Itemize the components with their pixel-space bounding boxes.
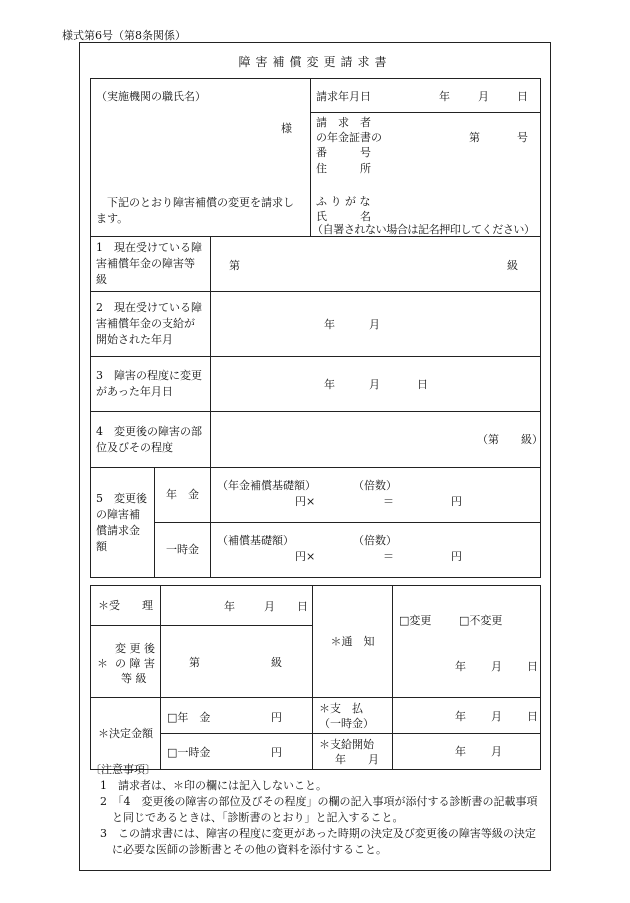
lump-sum-base-label: （補償基礎額） [217, 533, 294, 547]
current-grade-label: 1 現在受けている障害補償年金の障害等級 [91, 237, 211, 292]
current-grade-kyu: 級 [507, 258, 518, 272]
agency-cell[interactable] [91, 79, 311, 237]
change-date-label: 3 障害の程度に変更があった年月日 [91, 357, 211, 412]
notice-year: 年 [455, 659, 466, 673]
claimant-cell[interactable] [311, 113, 541, 237]
note-2: 2 「4 変更後の障害の部位及びその程度」の欄の記入事項が添付する診断書の記載事項と同じであるときは、「診断書のとおり」と記入すること。 [100, 795, 538, 824]
current-grade-dai: 第 [229, 258, 240, 272]
sign-note: （自署されない場合は記名押印してください） [312, 223, 535, 236]
notice-label: ＊通 知 [313, 586, 393, 698]
request-text: 下記のとおり障害補償の変更を請求します。 [96, 196, 294, 225]
start-month-label: 2 現在受けている障害補償年金の支給が開始された年月 [91, 292, 211, 357]
new-condition-grade-paren: （第 級） [477, 432, 543, 446]
decided-lump-sum-yen: 円 [271, 745, 282, 759]
new-condition-cell[interactable] [211, 412, 541, 468]
decided-amount-label: ＊決定金額 [91, 698, 161, 770]
request-date-month: 月 [478, 89, 490, 103]
payment-start-label-2: 年 月 [335, 752, 379, 766]
request-table [90, 78, 541, 578]
sama-label: 様 [281, 122, 292, 135]
new-condition-label: 4 変更後の障害の部位及びその程度 [91, 412, 211, 468]
pension-yen-times: 円× [295, 494, 316, 508]
lump-sum-yen: 円 [451, 549, 462, 563]
payment-year: 年 [455, 709, 466, 723]
payment-start-year: 年 [455, 744, 466, 758]
lump-sum-equals: ＝ [383, 549, 394, 563]
form-title: 障害補償変更請求書 [238, 55, 392, 69]
current-grade-cell[interactable] [211, 237, 541, 292]
agency-label: （実施機関の職氏名） [96, 90, 206, 103]
new-grade-label-1: 変 更 後 [115, 641, 155, 655]
note-1: 1 請求者は、＊印の欄には記入しないこと。 [100, 779, 327, 792]
change-date-cell[interactable] [211, 357, 541, 412]
new-grade-label-3: 等 級 [121, 671, 147, 685]
new-grade-cell[interactable] [161, 626, 313, 698]
pension-calc-cell[interactable] [211, 468, 541, 523]
receipt-date-cell[interactable] [161, 586, 313, 626]
payment-day: 日 [527, 709, 538, 723]
lump-sum-multiplier-label: （倍数） [353, 533, 397, 547]
pension-equals: ＝ [383, 494, 394, 508]
payment-label-2: （一時金） [319, 716, 374, 730]
start-month-month: 月 [369, 317, 380, 331]
receipt-day: 日 [297, 599, 308, 613]
payment-label-cell [313, 698, 393, 734]
cert-label-2: の年金証書の [316, 131, 383, 144]
pension-label: 年 金 [155, 468, 211, 523]
start-month-year: 年 [324, 317, 335, 331]
lump-sum-yen-times: 円× [295, 549, 316, 563]
note-3: 3 この請求書には、障害の程度に変更があった時期の決定及び変更後の障害等級の決定に必要な医師の診断書とその他の資料を添付すること。 [100, 827, 536, 856]
request-date-cell[interactable] [311, 79, 541, 113]
payment-month: 月 [491, 709, 502, 723]
new-grade-label-2: の 障 害 [115, 656, 155, 670]
pension-multiplier-label: （倍数） [353, 478, 397, 492]
decided-lump-sum-checkbox[interactable]: □一時金 [167, 745, 211, 759]
notes-section [90, 762, 540, 858]
decided-pension-yen: 円 [271, 710, 282, 724]
notice-day: 日 [527, 659, 538, 673]
start-month-cell[interactable] [211, 292, 541, 357]
lump-sum-calc-cell[interactable] [211, 523, 541, 578]
change-date-month: 月 [369, 377, 380, 391]
name-label: 氏 名 [316, 210, 372, 223]
notice-month: 月 [491, 659, 502, 673]
cert-label-1: 請 求 者 [316, 116, 372, 129]
furigana-label: ふ り が な [316, 195, 371, 208]
new-grade-label-cell [91, 626, 161, 698]
request-date-year: 年 [439, 89, 451, 103]
notice-cell[interactable] [393, 586, 541, 698]
new-amount-label: 5 変更後の障害補償請求金額 [91, 468, 155, 578]
address-label: 住 所 [316, 162, 372, 175]
lump-sum-label: 一時金 [155, 523, 211, 578]
cert-dai: 第 [469, 131, 481, 144]
form-number: 様式第6号（第8条関係） [62, 29, 186, 42]
notes-header: 〔注意事項〕 [90, 763, 156, 776]
receipt-year: 年 [224, 599, 235, 613]
cert-go: 号 [517, 131, 529, 144]
receipt-label: ＊受 理 [91, 586, 161, 626]
change-date-year: 年 [324, 377, 335, 391]
unchanged-checkbox[interactable]: □不変更 [459, 613, 503, 627]
pension-base-label: （年金補償基礎額） [217, 478, 316, 492]
pension-yen: 円 [451, 494, 462, 508]
change-date-day: 日 [417, 377, 428, 391]
new-grade-star: ＊ [97, 656, 108, 670]
payment-start-label-1: ＊支給開始 [319, 737, 374, 751]
payment-label-1: ＊支 払 [319, 701, 363, 715]
changed-checkbox[interactable]: □変更 [399, 613, 432, 627]
cert-label-3: 番 号 [316, 146, 372, 159]
payment-start-month: 月 [491, 744, 502, 758]
new-grade-kyu: 級 [271, 655, 282, 669]
office-use-table [90, 585, 541, 770]
payment-date-cell[interactable] [393, 698, 541, 734]
decided-pension-cell[interactable] [161, 698, 313, 734]
request-date-day: 日 [517, 89, 529, 103]
new-grade-dai: 第 [189, 655, 200, 669]
receipt-month: 月 [264, 599, 275, 613]
decided-pension-checkbox[interactable]: □年 金 [167, 710, 211, 724]
request-date-label: 請求年月日 [316, 89, 372, 103]
